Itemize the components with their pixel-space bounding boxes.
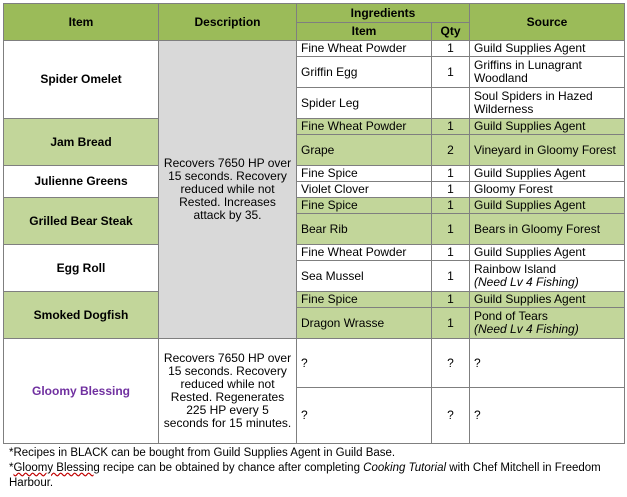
ingredient-qty: 1	[432, 214, 470, 245]
ingredient-item: Sea Mussel	[297, 261, 432, 292]
ingredient-source: Guild Supplies Agent	[470, 119, 625, 135]
ingredient-qty	[432, 88, 470, 119]
ingredient-item: Fine Spice	[297, 166, 432, 182]
ingredient-row	[4, 41, 625, 57]
ingredient-row	[4, 245, 625, 261]
ingredient-item: Griffin Egg	[297, 57, 432, 88]
footnote-prefix: *	[9, 462, 14, 474]
recipe-sheet	[3, 3, 624, 491]
ingredient-item: Fine Wheat Powder	[297, 119, 432, 135]
ingredient-qty: 1	[432, 198, 470, 214]
footnote-suffix: with Chef Mitchell in Freedom Harbour.	[9, 462, 601, 489]
footnote-black-recipes: *Recipes in BLACK can be bought from Guild Supplies Agent in Guild Base.	[9, 447, 396, 459]
ingredient-qty: 1	[432, 57, 470, 88]
header-item: Item	[4, 4, 159, 41]
ingredient-item: Violet Clover	[297, 182, 432, 198]
ingredient-qty: ?	[432, 339, 470, 388]
source-note: (Need Lv 4 Fishing)	[474, 275, 579, 289]
ingredient-source: Bears in Gloomy Forest	[470, 214, 625, 245]
recipe-name-gloomy-blessing: Gloomy Blessing	[4, 339, 159, 444]
shared-description: Recovers 7650 HP over 15 seconds. Recovery reduced while not Rested. Increases attack by 35.	[159, 41, 297, 339]
ingredient-item: Fine Wheat Powder	[297, 41, 432, 57]
header-description: Description	[159, 4, 297, 41]
header-ingredient-qty: Qty	[432, 23, 470, 41]
source-location: Pond of Tears	[474, 309, 548, 323]
header-ingredients: Ingredients	[297, 4, 470, 23]
ingredient-item: Fine Spice	[297, 198, 432, 214]
ingredient-source: Gloomy Forest	[470, 182, 625, 198]
ingredient-row	[4, 292, 625, 308]
ingredient-source: Guild Supplies Agent	[470, 41, 625, 57]
source-location: Rainbow Island	[474, 262, 557, 276]
ingredient-source: Vineyard in Gloomy Forest	[470, 135, 625, 166]
ingredient-qty: 1	[432, 261, 470, 292]
ingredient-source: Guild Supplies Agent	[470, 166, 625, 182]
ingredient-item: Bear Rib	[297, 214, 432, 245]
ingredient-qty: 1	[432, 182, 470, 198]
recipe-table	[3, 3, 625, 444]
ingredient-item: ?	[297, 388, 432, 444]
ingredient-qty: 1	[432, 41, 470, 57]
ingredient-qty: ?	[432, 388, 470, 444]
recipe-name-spider-omelet: Spider Omelet	[4, 41, 159, 119]
ingredient-source: ?	[470, 339, 625, 388]
ingredient-qty: 1	[432, 308, 470, 339]
ingredient-qty: 2	[432, 135, 470, 166]
footnote-quest-name: Cooking Tutorial	[363, 462, 447, 474]
ingredient-qty: 1	[432, 245, 470, 261]
ingredient-source: Soul Spiders in Hazed Wilderness	[470, 88, 625, 119]
ingredient-item: Spider Leg	[297, 88, 432, 119]
ingredient-qty: 1	[432, 292, 470, 308]
ingredient-item: Fine Spice	[297, 292, 432, 308]
header-ingredient-item: Item	[297, 23, 432, 41]
ingredient-source: ?	[470, 388, 625, 444]
ingredient-source	[470, 261, 625, 292]
ingredient-qty: 1	[432, 166, 470, 182]
footnote-middle: recipe can be obtained by chance after completing	[99, 462, 364, 474]
footnote-recipe-name: Gloomy Blessing	[13, 462, 100, 474]
ingredient-item: Grape	[297, 135, 432, 166]
header-source: Source	[470, 4, 625, 41]
ingredient-row	[4, 198, 625, 214]
ingredient-qty: 1	[432, 119, 470, 135]
ingredient-row	[4, 119, 625, 135]
gloomy-description: Recovers 7650 HP over 15 seconds. Recovery reduced while not Rested. Regenerates 225 HP every 5 seconds for 15 minutes.	[159, 339, 297, 444]
footnote-gloomy-blessing	[9, 461, 624, 491]
recipe-name-smoked-dogfish: Smoked Dogfish	[4, 292, 159, 339]
ingredient-source	[470, 308, 625, 339]
ingredient-source: Guild Supplies Agent	[470, 245, 625, 261]
recipe-name-egg-roll: Egg Roll	[4, 245, 159, 292]
ingredient-source: Griffins in Lunagrant Woodland	[470, 57, 625, 88]
ingredient-source: Guild Supplies Agent	[470, 292, 625, 308]
source-note: (Need Lv 4 Fishing)	[474, 322, 579, 336]
recipe-name-julienne-greens: Julienne Greens	[4, 166, 159, 198]
ingredient-row	[4, 166, 625, 182]
ingredient-source: Guild Supplies Agent	[470, 198, 625, 214]
footnotes	[3, 444, 624, 491]
ingredient-row	[4, 339, 625, 388]
ingredient-item: ?	[297, 339, 432, 388]
ingredient-item: Dragon Wrasse	[297, 308, 432, 339]
recipe-name-grilled-bear-steak: Grilled Bear Steak	[4, 198, 159, 245]
recipe-name-jam-bread: Jam Bread	[4, 119, 159, 166]
ingredient-item: Fine Wheat Powder	[297, 245, 432, 261]
